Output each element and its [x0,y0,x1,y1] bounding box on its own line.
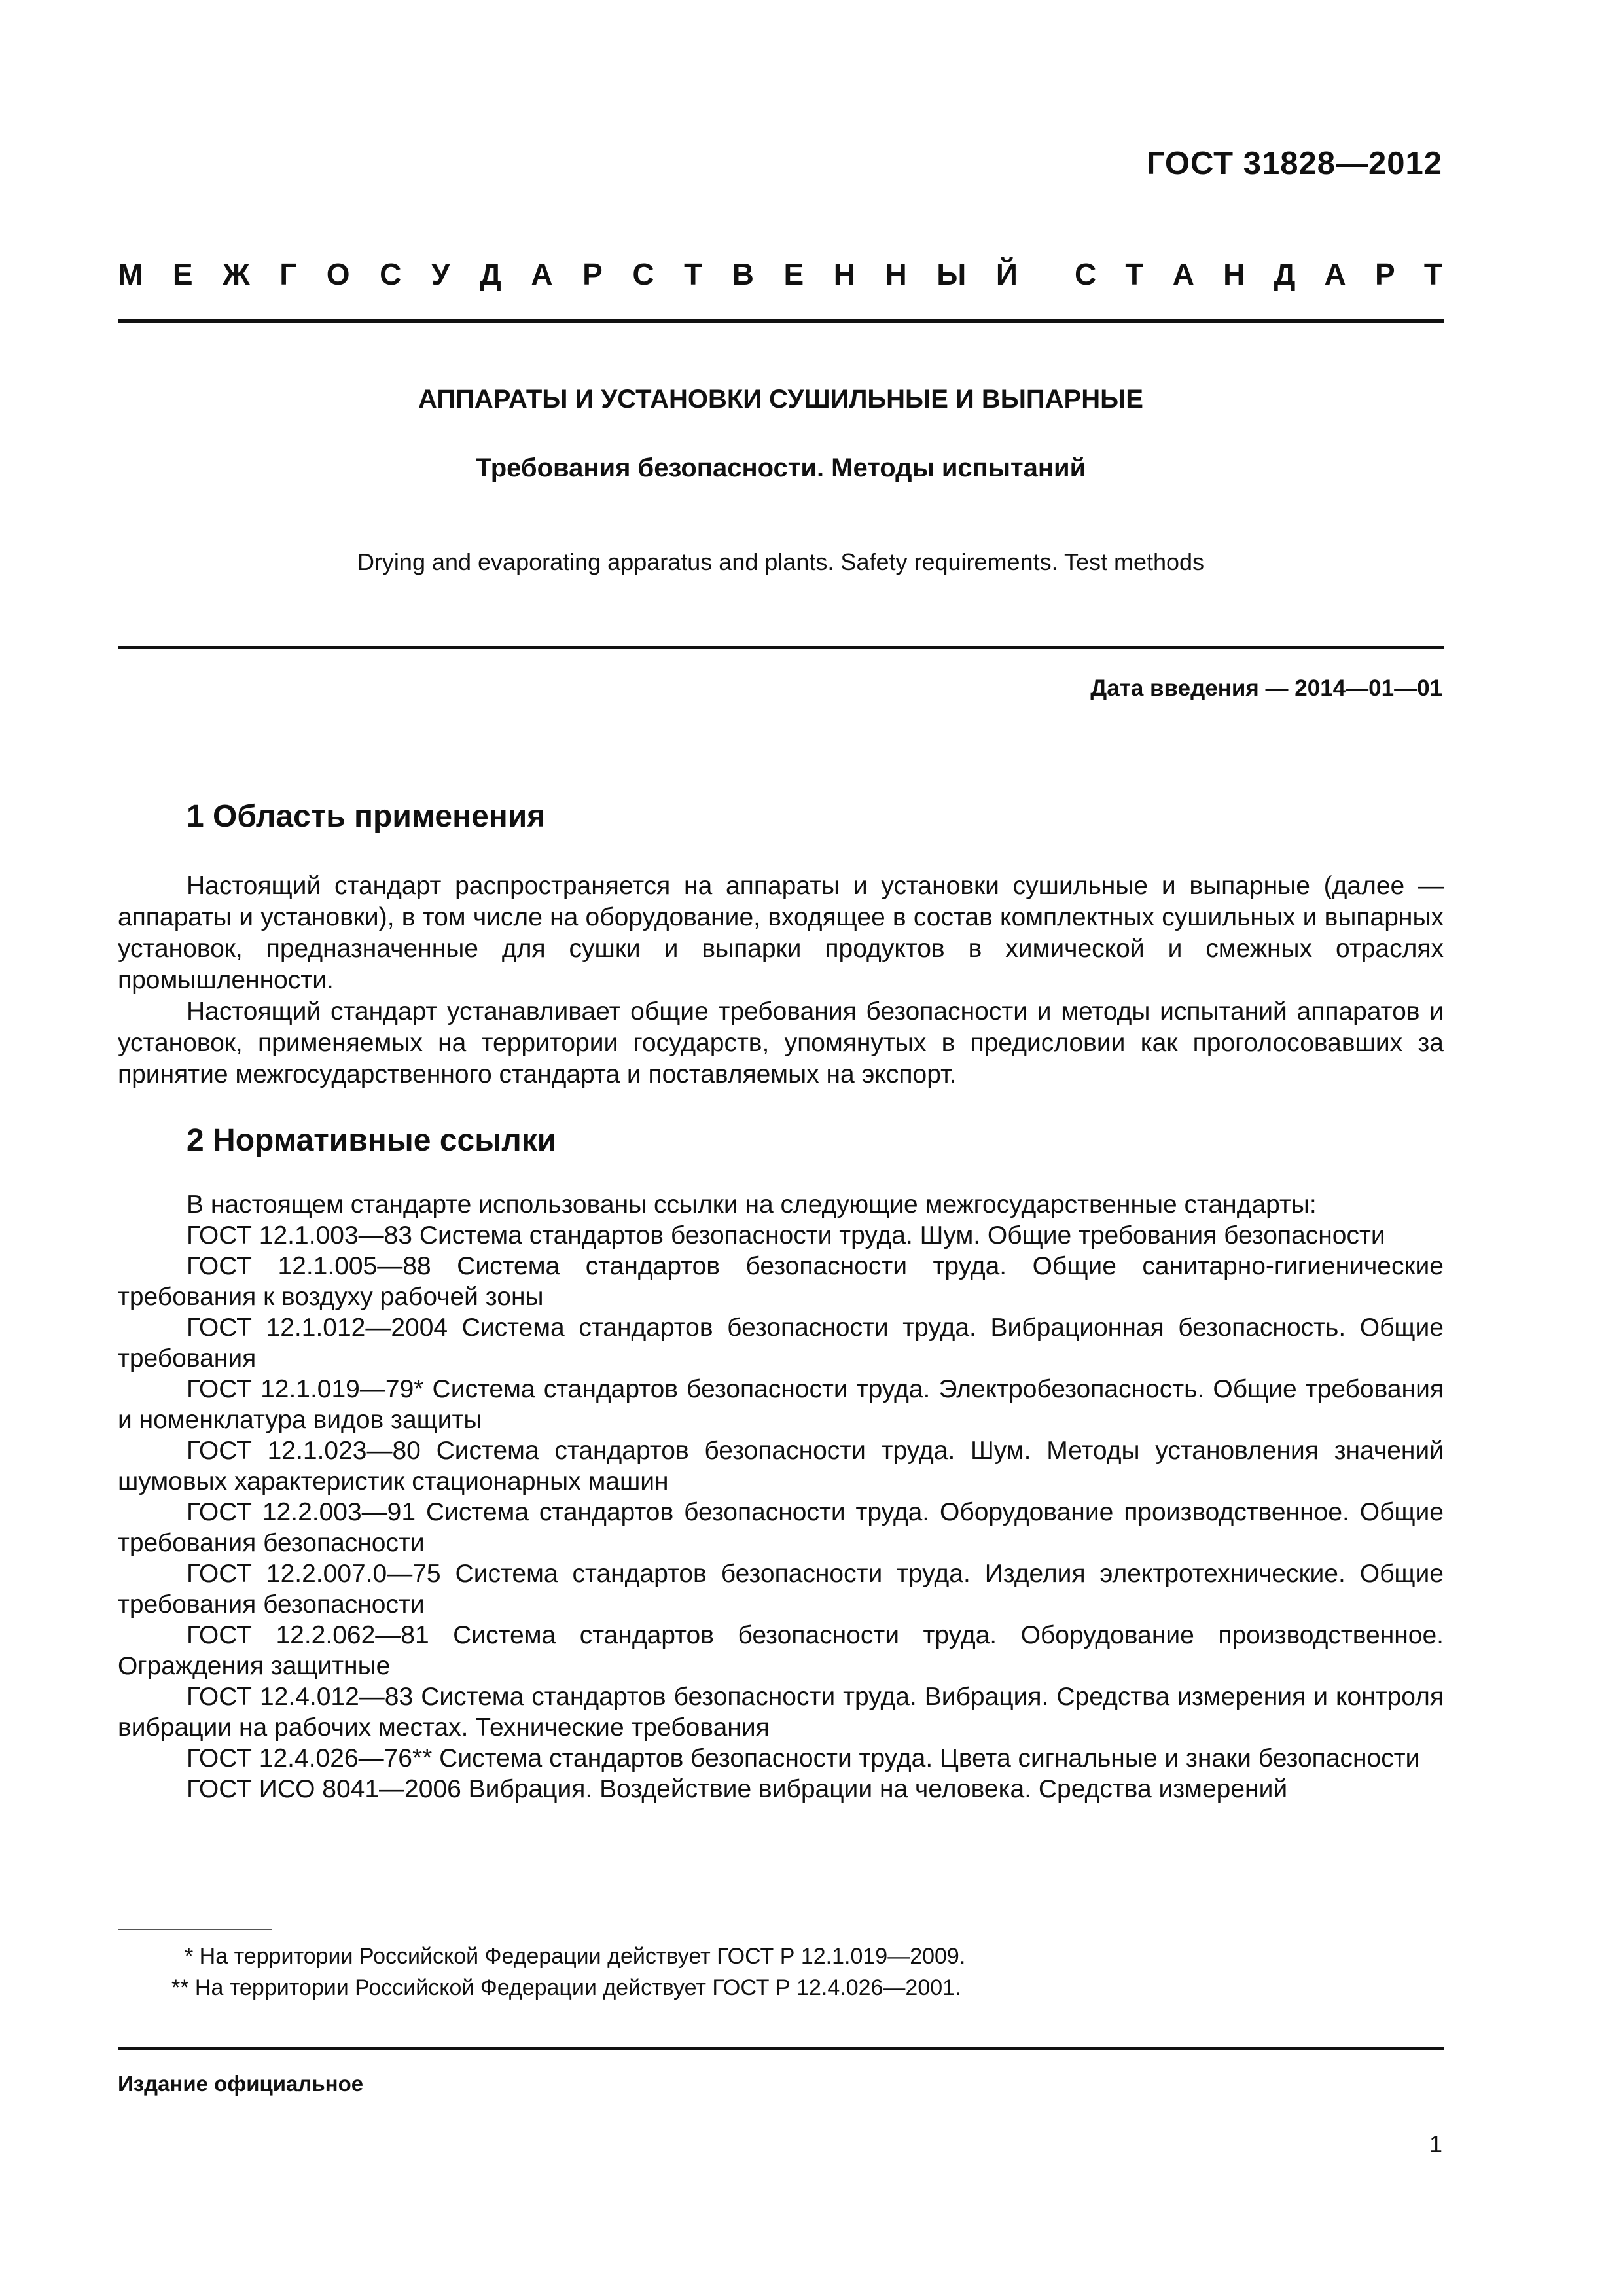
letter: Е [172,257,193,291]
letter: Д [1274,257,1296,291]
reference-item: ГОСТ ИСО 8041—2006 Вибрация. Воздействие вибрации на человека. Средства измерений [187,1775,1288,1803]
reference-item: ГОСТ 12.2.007.0—75 Система стандартов безопасности труда. Изделия электротехнические. Общие требования безопасности [118,1560,1444,1619]
section-2-body [118,1189,1444,1804]
letter: Й [995,257,1018,291]
letter: М [118,257,143,291]
section-1-heading: 1 Область применения [187,799,546,834]
letter: А [1172,257,1194,291]
section-2-heading: 2 Нормативные ссылки [187,1123,557,1158]
reference-item: ГОСТ 12.2.062—81 Система стандартов безопасности труда. Оборудование производственное. Ограждения защитные [118,1621,1444,1680]
title-divider [118,646,1444,649]
reference-item: ГОСТ 12.2.003—91 Система стандартов безопасности труда. Оборудование производственное. Общие требования безопасности [118,1498,1444,1557]
letter: Ы [936,257,967,291]
letter: Н [833,257,855,291]
letter: В [732,257,754,291]
letter: С [1075,257,1097,291]
reference-item: ГОСТ 12.1.012—2004 Система стандартов безопасности труда. Вибрационная безопасность. Общие требования [118,1314,1444,1372]
document-title: АППАРАТЫ И УСТАНОВКИ СУШИЛЬНЫЕ И ВЫПАРНЫЕ [418,385,1143,414]
section-1-body [118,870,1444,1090]
footnote-1: * На территории Российской Федерации действует ГОСТ Р 12.1.019—2009. [185,1944,966,1969]
letter: О [326,257,350,291]
standard-label-word2 [1075,257,1442,292]
edition-label: Издание официальное [118,2072,364,2096]
letter: Т [1125,257,1144,291]
reference-item: ГОСТ 12.1.003—83 Система стандартов безопасности труда. Шум. Общие требования безопасности [187,1221,1385,1249]
standard-label-word1 [118,257,1018,292]
footnote-separator [118,1929,272,1930]
letter: У [431,257,450,291]
letter: Т [1423,257,1442,291]
reference-item: ГОСТ 12.1.019—79* Система стандартов безопасности труда. Электробезопасность. Общие требования и номенклатура видов защиты [118,1375,1444,1434]
reference-item: ГОСТ 12.4.012—83 Система стандартов безопасности труда. Вибрация. Средства измерения и контроля вибрации на рабочих местах. Технические требования [118,1683,1444,1742]
standard-type-label [118,257,1442,292]
letter: Н [885,257,907,291]
letter: С [632,257,654,291]
reference-item: ГОСТ 12.1.005—88 Система стандартов безопасности труда. Общие санитарно-гигиенические требования к воздуху рабочей зоны [118,1252,1444,1311]
letter: Р [582,257,603,291]
letter: Г [279,257,297,291]
letter: Ж [223,257,250,291]
letter: Е [783,257,804,291]
section-2-intro: В настоящем стандарте использованы ссылки на следующие межгосударственные стандарты: [187,1191,1317,1219]
reference-item: ГОСТ 12.4.026—76** Система стандартов безопасности труда. Цвета сигнальные и знаки безопасности [187,1744,1420,1772]
gost-code: ГОСТ 31828—2012 [1146,146,1442,181]
letter: Н [1223,257,1245,291]
document-subtitle: Требования безопасности. Методы испытаний [475,454,1086,482]
footnote-2: ** На территории Российской Федерации действует ГОСТ Р 12.4.026—2001. [171,1975,961,2000]
page-number: 1 [1429,2130,1442,2157]
footer-divider [118,2047,1444,2050]
reference-item: ГОСТ 12.1.023—80 Система стандартов безопасности труда. Шум. Методы установления значений шумовых характеристик стационарных машин [118,1437,1444,1496]
introduction-date: Дата введения — 2014—01—01 [1090,675,1442,701]
header-divider [118,319,1444,323]
letter: Р [1374,257,1395,291]
letter: Т [684,257,703,291]
letter: С [380,257,402,291]
section-1-paragraph: Настоящий стандарт устанавливает общие требования безопасности и методы испытаний аппаратов и установок, применяемых на территории государств, упомянутых в предисловии как проголосовавших за принятие межгосударственного стандарта и поставляемых на экспорт. [118,997,1444,1088]
section-1-paragraph: Настоящий стандарт распространяется на аппараты и установки сушильные и выпарные (далее — аппараты и установки), в том числе на оборудование, входящее в состав комплектных сушильных и выпарных установок, предназначенные для сушки и выпарки продуктов в химической и смежных отраслях промышленности. [118,872,1444,994]
letter: Д [480,257,501,291]
english-title: Drying and evaporating apparatus and plants. Safety requirements. Test methods [357,548,1205,575]
letter: А [1324,257,1346,291]
letter: А [531,257,553,291]
